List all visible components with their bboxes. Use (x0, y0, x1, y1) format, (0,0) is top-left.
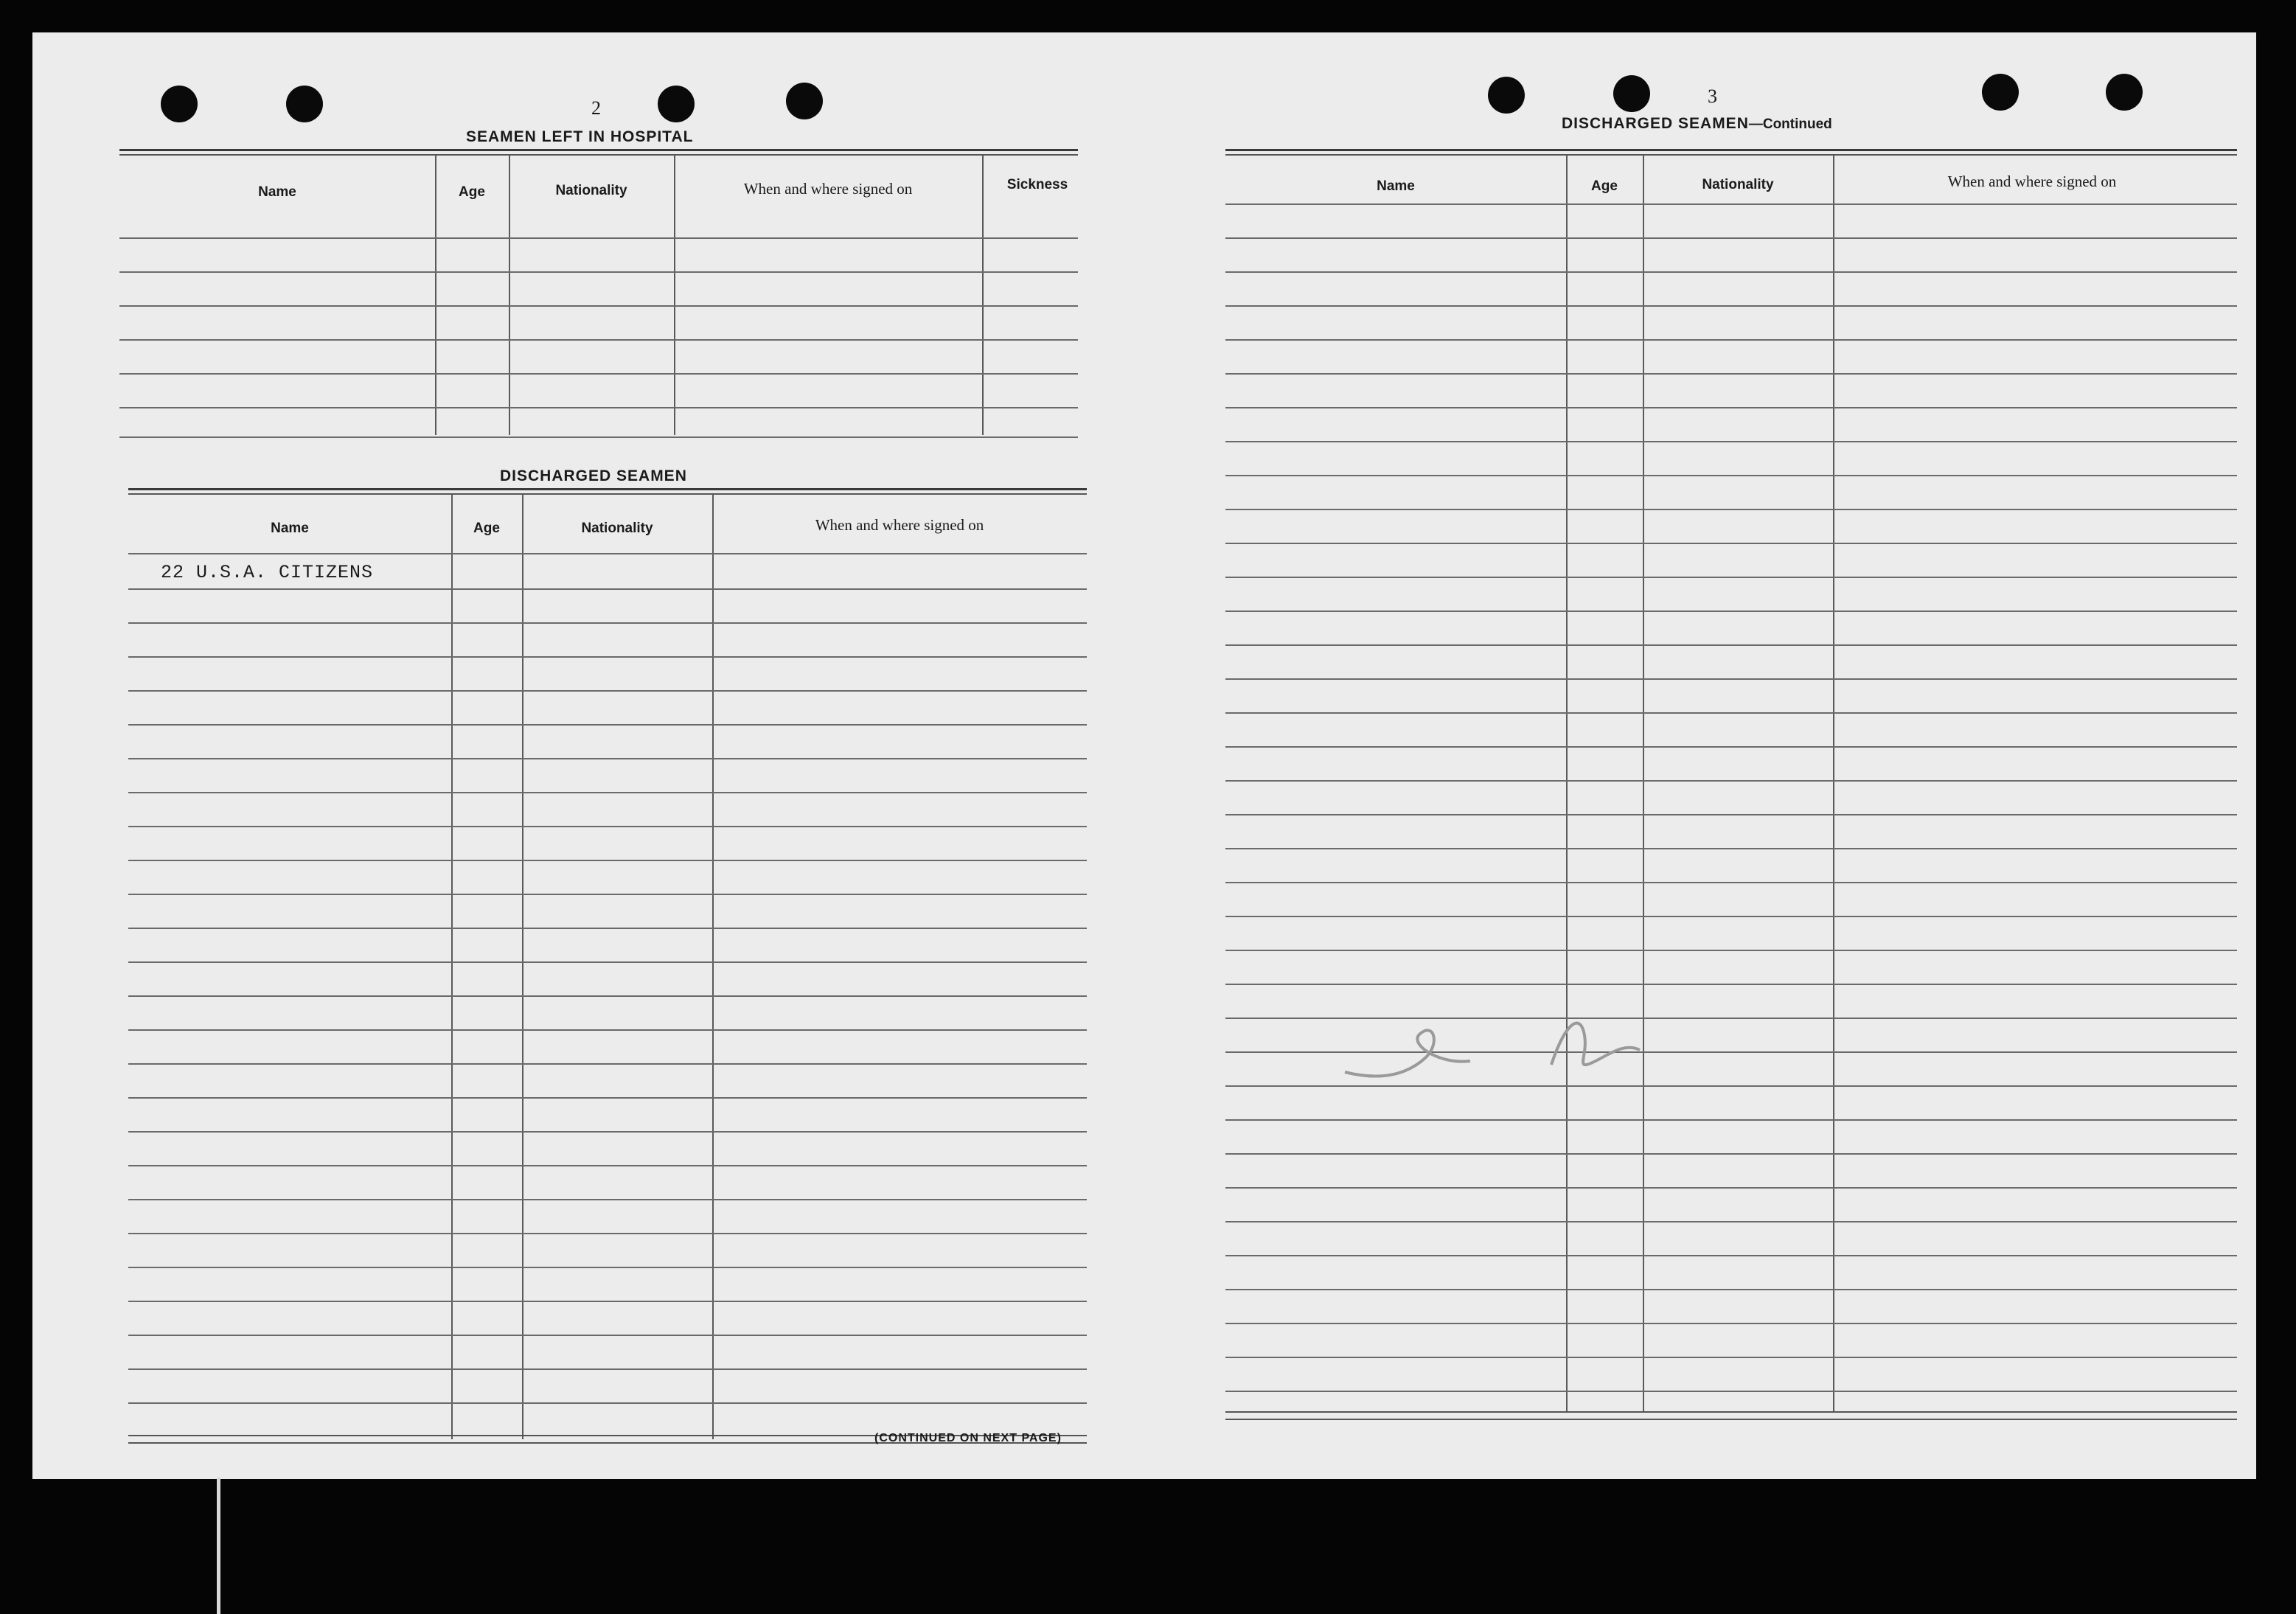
punch-hole (2106, 74, 2143, 111)
hospital-col-sickness: Sickness (1006, 177, 1068, 192)
hospital-col-nationality: Nationality (555, 183, 627, 198)
discharged-continued-title-main: DISCHARGED SEAMEN (1562, 115, 1749, 132)
right-col-signed-on: When and where signed on (1947, 173, 2117, 190)
discharged-col-name: Name (271, 521, 309, 536)
discharged-col-signed-on: When and where signed on (815, 516, 984, 534)
document-sheet (32, 32, 2256, 1479)
continued-footer: (CONTINUED ON NEXT PAGE) (874, 1432, 1062, 1444)
hospital-section-title: SEAMEN LEFT IN HOSPITAL (466, 128, 694, 145)
hospital-col-name: Name (258, 184, 296, 200)
right-col-age: Age (1591, 178, 1618, 194)
right-page-number: 3 (1708, 86, 1717, 107)
punch-hole (658, 86, 695, 122)
hospital-table (119, 149, 1078, 473)
left-page-number: 2 (591, 97, 601, 119)
discharged-section-title: DISCHARGED SEAMEN (500, 467, 687, 484)
discharged-table-left (128, 488, 1087, 1461)
scan-edge-mark (217, 1478, 220, 1614)
discharged-table-right (1225, 149, 2237, 1461)
punch-hole (1488, 77, 1525, 114)
right-col-nationality: Nationality (1702, 177, 1774, 192)
discharged-col-nationality: Nationality (581, 521, 653, 536)
hospital-col-signed-on: When and where signed on (743, 180, 913, 198)
right-col-name: Name (1377, 178, 1415, 194)
discharged-entry-citizens: 22 U.S.A. CITIZENS (161, 562, 374, 583)
punch-hole (161, 86, 198, 122)
discharged-col-age: Age (473, 521, 500, 536)
hospital-col-age: Age (459, 184, 485, 200)
punch-hole (786, 83, 823, 119)
discharged-continued-title (1562, 115, 1832, 133)
punch-hole (286, 86, 323, 122)
punch-hole (1613, 75, 1650, 112)
discharged-continued-suffix: —Continued (1748, 116, 1832, 132)
pencil-signature (1330, 991, 1677, 1109)
punch-hole (1982, 74, 2019, 111)
